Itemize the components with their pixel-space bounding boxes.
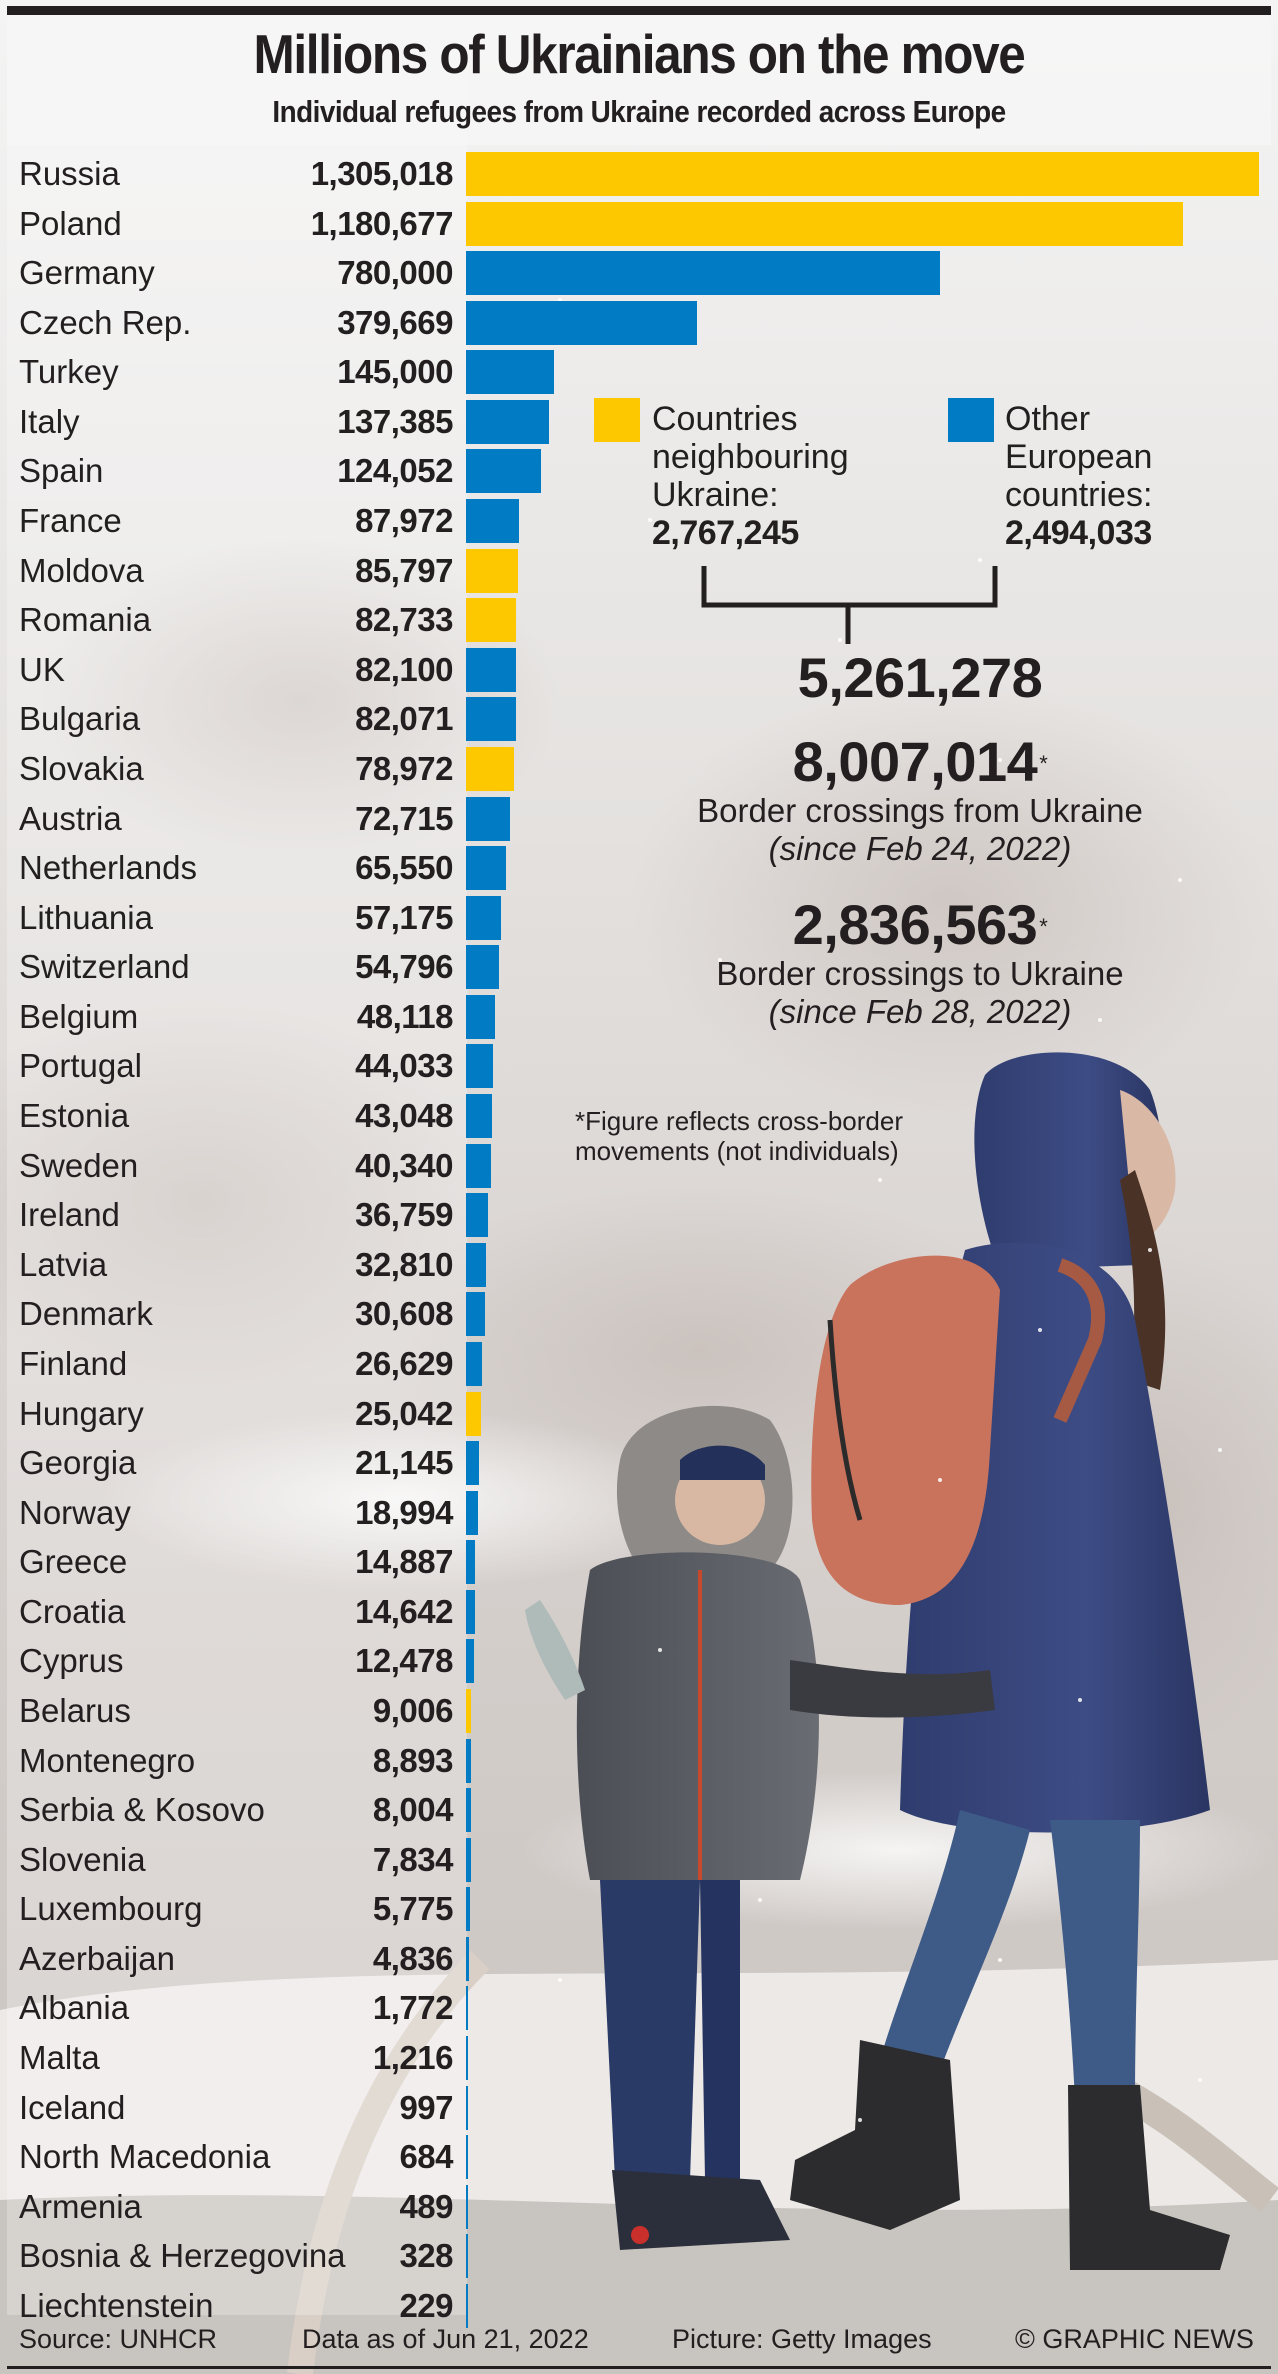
- refugee-count: 87,972: [355, 502, 453, 540]
- legend-other-line: countries:: [1005, 476, 1153, 514]
- bar-neighbouring: [466, 549, 518, 593]
- bar-row: [0, 1389, 1278, 1438]
- bar-other: [466, 648, 516, 692]
- bar-other: [466, 1739, 471, 1783]
- bar-other: [466, 1094, 492, 1138]
- country-label: Iceland: [19, 2088, 126, 2126]
- refugee-count: 780,000: [337, 254, 453, 292]
- refugee-count: 85,797: [355, 551, 453, 589]
- country-label: Estonia: [19, 1097, 130, 1135]
- bar-neighbouring: [466, 1392, 481, 1436]
- refugee-count: 65,550: [355, 849, 453, 887]
- country-label: Finland: [19, 1344, 128, 1382]
- refugee-count: 489: [399, 2187, 453, 2225]
- country-label: Croatia: [19, 1592, 126, 1630]
- bar-row: [0, 1488, 1278, 1537]
- country-label: Latvia: [19, 1245, 108, 1283]
- chart-subtitle: Individual refugees from Ukraine recorded across Europe: [272, 94, 1006, 129]
- refugee-count: 997: [399, 2088, 453, 2126]
- chart-title: Millions of Ukrainians on the move: [253, 23, 1025, 85]
- combined-total-block: [600, 648, 1240, 708]
- country-label: Sweden: [19, 1146, 139, 1184]
- crossings-from-label: Border crossings from Ukraine: [697, 792, 1143, 829]
- refugee-count: 30,608: [355, 1295, 453, 1333]
- refugee-count: 48,118: [356, 997, 453, 1035]
- country-label: Malta: [19, 2039, 100, 2077]
- country-label: Ireland: [19, 1196, 120, 1234]
- country-label: Spain: [19, 452, 104, 490]
- refugee-count: 43,048: [355, 1097, 453, 1135]
- refugee-count: 44,033: [355, 1047, 453, 1085]
- country-label: Bulgaria: [19, 700, 141, 738]
- bar-row: [0, 1934, 1278, 1983]
- bar-row: [0, 248, 1278, 297]
- country-label: Cyprus: [19, 1642, 124, 1680]
- bar-other: [466, 251, 940, 295]
- country-label: Lithuania: [19, 898, 153, 936]
- country-label: Slovakia: [19, 749, 144, 787]
- legend-neighbouring-line: Ukraine:: [652, 476, 779, 514]
- footnote-line: *Figure reflects cross-border: [575, 1106, 903, 1136]
- bar-row: [0, 2033, 1278, 2082]
- bar-other: [466, 1788, 471, 1832]
- country-label: France: [19, 502, 122, 540]
- country-label: UK: [19, 650, 65, 688]
- refugee-count: 78,972: [355, 749, 453, 787]
- bar-row: [0, 1190, 1278, 1239]
- country-label: Italy: [19, 402, 80, 440]
- bar-other: [466, 2185, 468, 2229]
- footer-picture: Picture: Getty Images: [672, 2324, 932, 2354]
- refugee-count: 145,000: [337, 353, 453, 391]
- refugee-count: 4,836: [372, 1939, 453, 1977]
- refugee-count: 57,175: [355, 898, 453, 936]
- bar-other: [466, 797, 510, 841]
- refugee-count: 8,893: [372, 1741, 453, 1779]
- legend-neighbouring: [652, 400, 849, 552]
- country-label: Montenegro: [19, 1741, 196, 1779]
- country-label: Portugal: [19, 1047, 142, 1085]
- country-label: Poland: [19, 204, 122, 242]
- asterisk: *: [1039, 914, 1048, 939]
- bar-other: [466, 1590, 475, 1634]
- refugee-count: 25,042: [355, 1394, 453, 1432]
- refugee-count: 328: [399, 2237, 453, 2275]
- country-label: Serbia & Kosovo: [19, 1791, 265, 1829]
- bar-row: [0, 1636, 1278, 1685]
- country-label: Bosnia & Herzegovina: [19, 2237, 346, 2275]
- country-label: Denmark: [19, 1295, 153, 1333]
- refugee-count: 1,305,018: [310, 155, 453, 192]
- refugee-count: 72,715: [355, 799, 453, 837]
- refugee-count: 137,385: [337, 402, 453, 440]
- bar-other: [466, 1639, 474, 1683]
- bar-other: [466, 1986, 468, 2030]
- bar-row: [0, 1587, 1278, 1636]
- refugee-count: 1,216: [372, 2039, 453, 2077]
- refugee-count: 82,733: [355, 601, 453, 639]
- crossings-to-value: [600, 895, 1240, 955]
- refugee-count: 32,810: [355, 1245, 453, 1283]
- country-label: Liechtenstein: [19, 2286, 214, 2324]
- bar-row: [0, 1289, 1278, 1338]
- bar-other: [466, 2234, 468, 2278]
- bar-neighbouring: [466, 747, 514, 791]
- legend-swatch-other: [948, 398, 994, 442]
- legend-neighbouring-total: 2,767,245: [652, 514, 799, 552]
- bar-row: [0, 595, 1278, 644]
- refugee-count: 1,180,677: [310, 204, 453, 242]
- refugee-count: 684: [399, 2138, 453, 2176]
- bar-other: [466, 1342, 482, 1386]
- country-label: Albania: [19, 1989, 130, 2027]
- bar-neighbouring: [466, 598, 516, 642]
- bar-other: [466, 1243, 486, 1287]
- bar-other: [466, 1144, 491, 1188]
- crossings-from-number: 8,007,014: [792, 730, 1038, 793]
- refugee-count: 379,669: [337, 303, 453, 341]
- bar-other: [466, 1193, 488, 1237]
- bar-neighbouring: [466, 152, 1259, 196]
- bar-row: [0, 199, 1278, 248]
- bar-other: [466, 2135, 468, 2179]
- bar-other: [466, 449, 541, 493]
- bar-other: [466, 846, 506, 890]
- country-label: North Macedonia: [19, 2138, 271, 2176]
- footer-source: Source: UNHCR: [19, 2324, 218, 2354]
- country-label: Azerbaijan: [19, 1939, 175, 1977]
- bar-neighbouring: [466, 1689, 471, 1733]
- country-label: Hungary: [19, 1394, 144, 1432]
- crossings-from-block: [600, 732, 1240, 868]
- bar-other: [466, 945, 499, 989]
- bar-row: [0, 1686, 1278, 1735]
- bar-other: [466, 1937, 469, 1981]
- bar-row: [0, 149, 1278, 198]
- crossings-to-number: 2,836,563: [792, 893, 1038, 956]
- bar-neighbouring: [466, 202, 1183, 246]
- bar-other: [466, 697, 516, 741]
- bar-other: [466, 301, 697, 345]
- bar-other: [466, 2086, 468, 2130]
- bar-row: [0, 1736, 1278, 1785]
- legend-other: [1005, 400, 1152, 552]
- country-label: Germany: [19, 254, 155, 292]
- crossings-to-block: [600, 895, 1240, 1031]
- bar-row: [0, 1983, 1278, 2032]
- bar-row: [0, 1339, 1278, 1388]
- refugee-count: 82,071: [355, 700, 453, 738]
- footer-credit: © GRAPHIC NEWS: [1015, 2324, 1254, 2354]
- crossings-to-label: Border crossings to Ukraine: [716, 955, 1124, 992]
- refugee-count: 124,052: [337, 452, 453, 490]
- country-label: Switzerland: [19, 948, 190, 986]
- country-label: Czech Rep.: [19, 303, 192, 341]
- refugee-count: 12,478: [355, 1642, 453, 1680]
- bar-row: [0, 2231, 1278, 2280]
- bottom-rule: [7, 2366, 1271, 2369]
- refugee-count: 21,145: [355, 1444, 453, 1482]
- country-label: Austria: [19, 799, 122, 837]
- refugee-count: 1,772: [372, 1989, 453, 2027]
- asterisk: *: [1039, 751, 1048, 776]
- footnote-line: movements (not individuals): [575, 1136, 899, 1166]
- refugee-count: 7,834: [372, 1840, 453, 1878]
- bar-other: [466, 1887, 470, 1931]
- bar-row: [0, 1240, 1278, 1289]
- bar-row: [0, 2132, 1278, 2181]
- crossings-to-since: (since Feb 28, 2022): [768, 993, 1072, 1030]
- country-label: Slovenia: [19, 1840, 146, 1878]
- bar-other: [466, 1441, 479, 1485]
- bar-other: [466, 1491, 478, 1535]
- refugee-count: 9,006: [372, 1691, 453, 1729]
- country-label: Belarus: [19, 1691, 131, 1729]
- bar-row: [0, 298, 1278, 347]
- bar-other: [466, 1044, 493, 1088]
- combined-total: 5,261,278: [797, 646, 1043, 709]
- country-label: Netherlands: [19, 849, 197, 887]
- legend-other-line: Other: [1005, 400, 1091, 438]
- refugee-count: 14,887: [355, 1543, 453, 1581]
- bar-other: [466, 1292, 485, 1336]
- refugee-count: 54,796: [355, 948, 453, 986]
- refugee-count: 40,340: [355, 1146, 453, 1184]
- refugee-count: 82,100: [355, 650, 453, 688]
- country-label: Turkey: [19, 353, 119, 391]
- bar-other: [466, 499, 519, 543]
- footnote: [575, 1106, 903, 1166]
- country-label: Greece: [19, 1543, 128, 1581]
- legend-other-total: 2,494,033: [1005, 514, 1152, 552]
- refugee-count: 26,629: [355, 1344, 453, 1382]
- bar-row: [0, 1041, 1278, 1090]
- country-label: Georgia: [19, 1444, 137, 1482]
- bar-other: [466, 896, 501, 940]
- bar-other: [466, 1540, 475, 1584]
- refugee-count: 5,775: [372, 1890, 453, 1928]
- bar-row: [0, 1537, 1278, 1586]
- bar-other: [466, 400, 549, 444]
- legend-neighbouring-line: neighbouring: [652, 438, 849, 476]
- country-label: Norway: [19, 1493, 131, 1531]
- country-label: Russia: [19, 155, 120, 192]
- country-label: Moldova: [19, 551, 144, 589]
- bar-other: [466, 995, 495, 1039]
- bar-row: [0, 1785, 1278, 1834]
- bar-row: [0, 347, 1278, 396]
- bar-row: [0, 1438, 1278, 1487]
- bar-other: [466, 1838, 471, 1882]
- bar-row: [0, 546, 1278, 595]
- country-label: Armenia: [19, 2187, 142, 2225]
- legend-neighbouring-line: Countries: [652, 400, 798, 438]
- sum-bracket: [690, 560, 1010, 650]
- country-label: Romania: [19, 601, 152, 639]
- legend-other-line: European: [1005, 438, 1153, 476]
- crossings-from-value: [600, 732, 1240, 792]
- crossings-from-since: (since Feb 24, 2022): [768, 830, 1072, 867]
- refugee-count: 18,994: [355, 1493, 453, 1531]
- legend-swatch-neighbouring: [594, 398, 640, 442]
- bar-row: [0, 1835, 1278, 1884]
- bar-row: [0, 1884, 1278, 1933]
- country-label: Luxembourg: [19, 1890, 203, 1928]
- bar-other: [466, 2036, 468, 2080]
- refugee-count: 14,642: [355, 1592, 453, 1630]
- refugee-count: 36,759: [355, 1196, 453, 1234]
- top-rule: [7, 6, 1271, 15]
- country-label: Belgium: [19, 997, 139, 1035]
- refugee-count: 8,004: [372, 1791, 453, 1829]
- bar-row: [0, 2083, 1278, 2132]
- footer-date: Data as of Jun 21, 2022: [302, 2324, 589, 2354]
- bar-row: [0, 2182, 1278, 2231]
- refugee-count: 229: [399, 2286, 453, 2324]
- bar-other: [466, 350, 554, 394]
